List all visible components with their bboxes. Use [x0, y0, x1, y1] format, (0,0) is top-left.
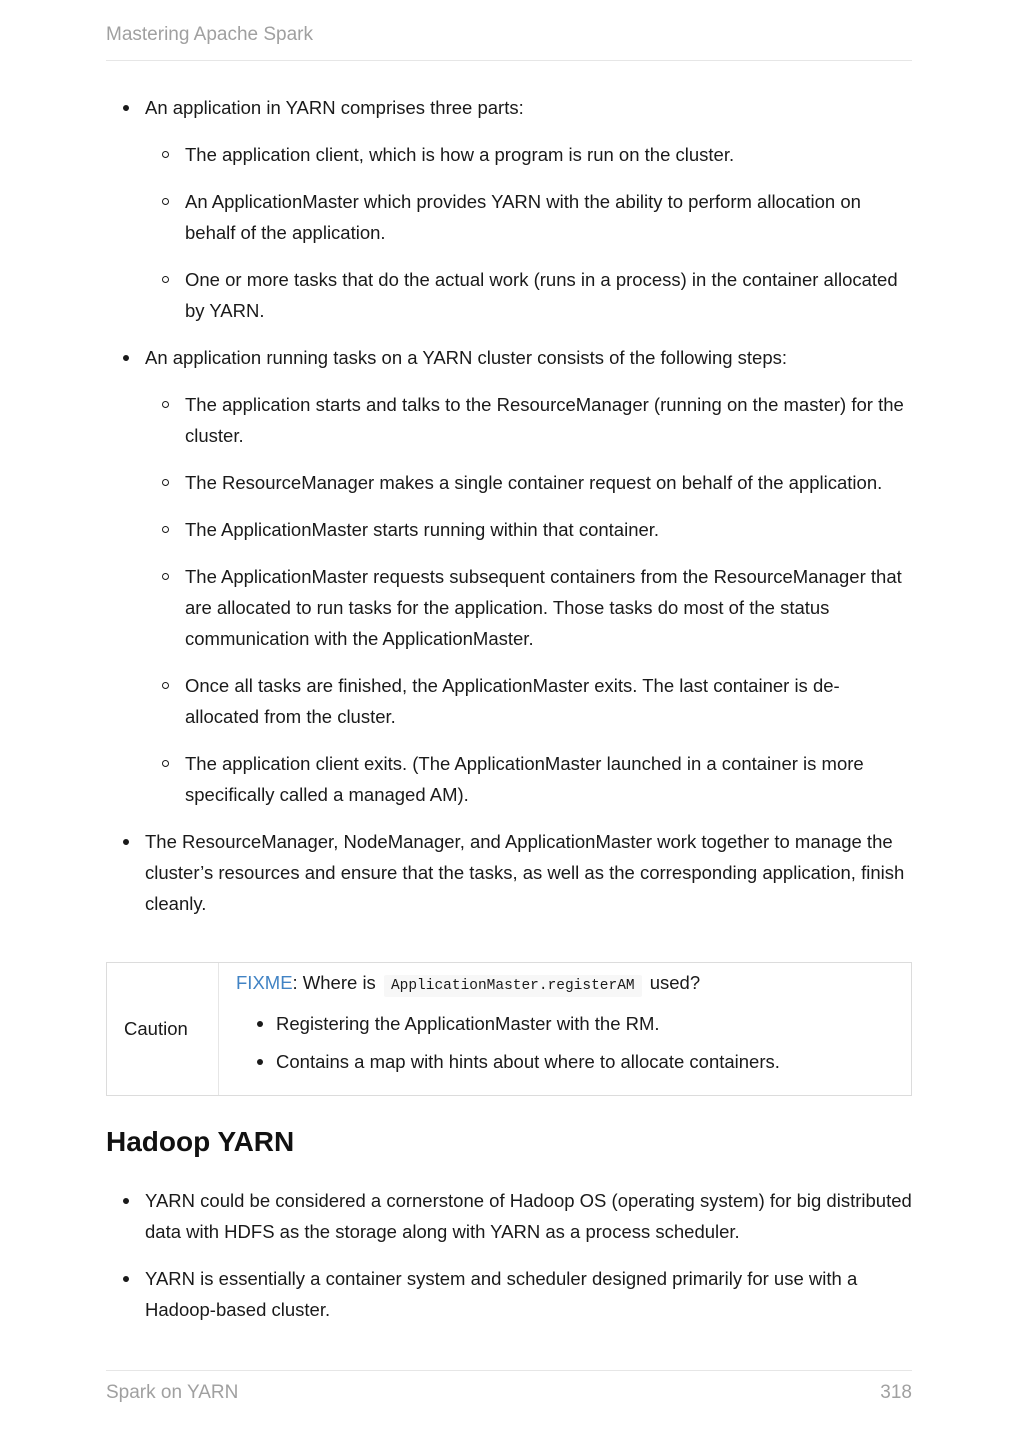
sub-list-item — [145, 186, 912, 248]
sub-list-item-text: One or more tasks that do the actual work (runs in a process) in the container allocated by YARN. — [185, 269, 898, 321]
footer-chapter: Spark on YARN — [106, 1382, 239, 1403]
section-heading: Hadoop YARN — [106, 1126, 295, 1157]
sub-list-item — [145, 139, 912, 170]
disc-bullet-icon — [123, 355, 129, 361]
main-content — [106, 92, 912, 935]
disc-bullet-icon — [123, 1276, 129, 1282]
list-item-text: An application running tasks on a YARN cluster consists of the following steps: — [145, 347, 788, 368]
circle-bullet-icon — [162, 401, 169, 408]
circle-bullet-icon — [162, 682, 169, 689]
sub-list — [145, 139, 912, 326]
circle-bullet-icon — [162, 573, 169, 580]
admonition-list — [236, 1010, 780, 1076]
title-suffix: used? — [649, 972, 701, 993]
sub-list — [145, 389, 912, 810]
sub-list-item — [145, 467, 912, 498]
header-divider — [106, 60, 912, 61]
admonition-label: Caution — [107, 963, 219, 1095]
list-item — [106, 92, 912, 326]
circle-bullet-icon — [162, 151, 169, 158]
admonition-list-item — [236, 1010, 780, 1038]
list-item — [106, 1185, 912, 1247]
section-content — [106, 1185, 912, 1341]
list-item — [106, 1263, 912, 1325]
list-item — [106, 826, 912, 919]
circle-bullet-icon — [162, 198, 169, 205]
admonition-title — [236, 969, 780, 1000]
admonition-list-item — [236, 1048, 780, 1076]
sub-list-item-text: The ApplicationMaster starts running within that container. — [185, 519, 660, 540]
sub-list-item-text: The ResourceManager makes a single container request on behalf of the application. — [185, 472, 883, 493]
title-prefix: : Where is — [292, 972, 376, 993]
sub-list-item — [145, 264, 912, 326]
disc-bullet-icon — [257, 1021, 263, 1027]
circle-bullet-icon — [162, 276, 169, 283]
disc-bullet-icon — [123, 105, 129, 111]
sub-list-item-text: The application client exits. (The ApplicationMaster launched in a container is more specifically called a managed AM). — [185, 753, 864, 805]
list-item-text: The ResourceManager, NodeManager, and ApplicationMaster work together to manage the cluster’s resources and ensure that the tasks, as well as the corresponding application, finish cleanly. — [145, 831, 905, 914]
disc-bullet-icon — [257, 1059, 263, 1065]
admonition-item-text: Registering the ApplicationMaster with the RM. — [276, 1013, 660, 1034]
circle-bullet-icon — [162, 526, 169, 533]
circle-bullet-icon — [162, 479, 169, 486]
sub-list-item — [145, 389, 912, 451]
footer-divider — [106, 1370, 912, 1371]
list-item — [106, 342, 912, 810]
sub-list-item — [145, 514, 912, 545]
list-item-text: YARN could be considered a cornerstone of Hadoop OS (operating system) for big distributed data with HDFS as the storage along with YARN as a process scheduler. — [145, 1190, 912, 1242]
fixme-link[interactable]: FIXME — [236, 972, 293, 993]
disc-bullet-icon — [123, 839, 129, 845]
sub-list-item — [145, 561, 912, 654]
inline-code: ApplicationMaster.registerAM — [384, 975, 642, 997]
sub-list-item-text: An ApplicationMaster which provides YARN with the ability to perform allocation on behalf of the application. — [185, 191, 861, 243]
sub-list-item-text: The application client, which is how a program is run on the cluster. — [185, 144, 735, 165]
sub-list-item — [145, 748, 912, 810]
circle-bullet-icon — [162, 760, 169, 767]
sub-list-item-text: The application starts and talks to the ResourceManager (running on the master) for the cluster. — [185, 394, 904, 446]
sub-list-item — [145, 670, 912, 732]
sub-list-item-text: Once all tasks are finished, the ApplicationMaster exits. The last container is de-allocated from the cluster. — [185, 675, 840, 727]
running-header: Mastering Apache Spark — [106, 24, 314, 45]
list-item-text: YARN is essentially a container system and scheduler designed primarily for use with a Hadoop-based cluster. — [145, 1268, 858, 1320]
section-bullet-list — [106, 1185, 912, 1325]
list-item-text: An application in YARN comprises three parts: — [145, 97, 524, 118]
sub-list-item-text: The ApplicationMaster requests subsequent containers from the ResourceManager that are allocated to run tasks for the application. Those tasks do most of the status communication with the ApplicationMaster. — [185, 566, 902, 649]
bullet-list — [106, 92, 912, 919]
admonition-body — [219, 963, 780, 1095]
caution-admonition — [106, 962, 912, 1096]
page-number: 318 — [880, 1382, 912, 1403]
disc-bullet-icon — [123, 1198, 129, 1204]
admonition-item-text: Contains a map with hints about where to allocate containers. — [276, 1051, 780, 1072]
